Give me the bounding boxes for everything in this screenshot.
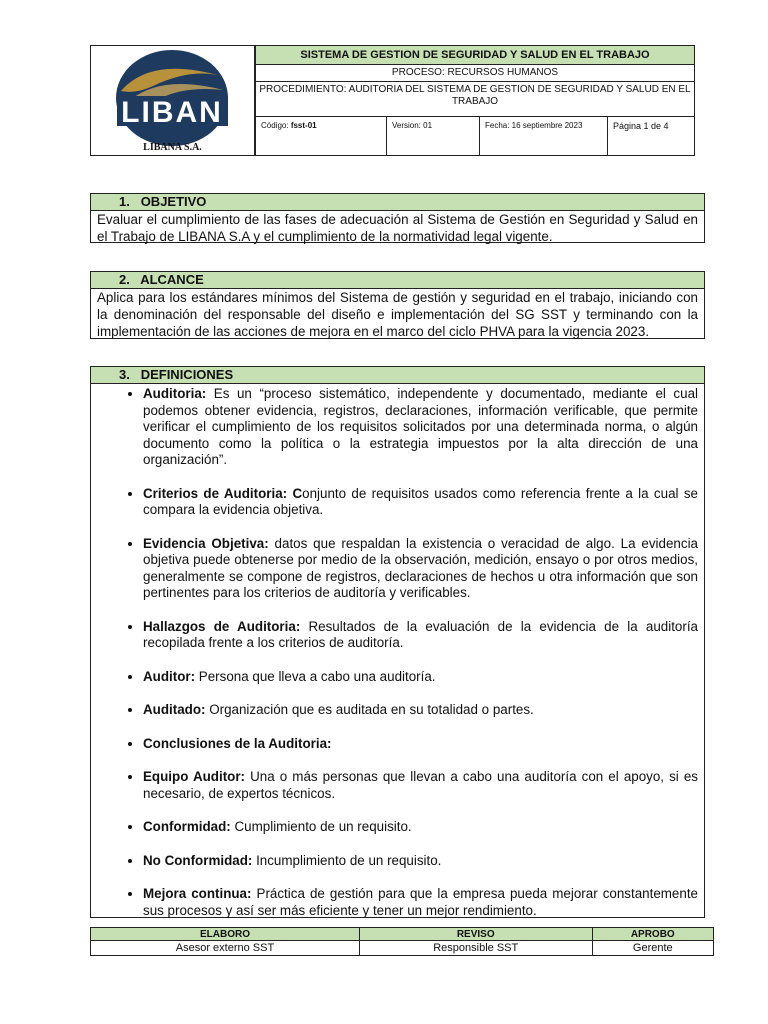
- elaboro-header: ELABORO: [91, 928, 360, 941]
- date-cell: Fecha: 16 septiembre 2023: [480, 117, 608, 155]
- definition-item: [143, 619, 698, 652]
- definition-term: Conformidad:: [143, 819, 231, 834]
- definition-text: Persona que lleva a cabo una auditoría.: [195, 668, 436, 684]
- section-alcance: [90, 271, 705, 339]
- definition-item: [143, 486, 698, 519]
- company-name: LIBANA S.A.: [143, 142, 202, 153]
- aprobo-header: APROBO: [592, 928, 713, 941]
- definition-item: [143, 536, 698, 602]
- company-logo: [91, 46, 254, 146]
- reviso-value: Responsible SST: [359, 941, 592, 956]
- definition-text: Incumplimiento de un requisito.: [252, 852, 442, 868]
- definition-term: No Conformidad:: [143, 852, 253, 868]
- section-number: 2.: [119, 272, 130, 287]
- section-objetivo: [90, 193, 705, 243]
- approval-table: [90, 927, 714, 956]
- definition-item: [143, 669, 698, 686]
- definition-term: Hallazgos de Auditoria:: [143, 618, 301, 634]
- document-system-title: SISTEMA DE GESTION DE SEGURIDAD Y SALUD EN EL TRABAJO: [255, 45, 695, 65]
- section-alcance-text: Aplica para los estándares mínimos del Sistema de gestión y seguridad en el trabajo, iniciando con la denominación del responsable del diseño e implementación del SG SST y terminando con la implementación de las acciones de mejora en el marco del ciclo PHVA para la vigencia 2023.: [97, 290, 698, 339]
- definition-text: Es un “proceso sistemático, independente y documentado, mediante el cual podemos obtener evidencia, registros, declaraciones, información verificable, que permite verificar el cumplimiento de los requisitos solicitados por una determinada norma, o algún documento como la política o la estrategia impuestos por la alta dirección de una organización”.: [143, 386, 698, 467]
- section-title: DEFINICIONES: [140, 367, 234, 382]
- definition-item: [143, 702, 698, 719]
- definition-term: Auditor:: [143, 668, 196, 684]
- definition-text: Una o más personas que llevan a cabo una auditoría con el apoyo, si es necesario, de expertos técnicos.: [143, 769, 699, 801]
- definition-item: [143, 853, 698, 870]
- company-logo-cell: [90, 45, 255, 156]
- definition-term: Conclusiones de la Auditoria:: [143, 735, 332, 751]
- code-value: fsst-01: [290, 121, 317, 130]
- definition-text: Práctica de gestión para que la empresa pueda mejorar constantemente sus procesos y así ser más eficiente y tener un mejor rendimiento.: [143, 886, 698, 918]
- definition-term: Mejora continua:: [143, 886, 252, 901]
- definition-item: [143, 386, 698, 469]
- section-title: OBJETIVO: [140, 194, 207, 209]
- definitions-list: [91, 386, 704, 919]
- code-cell: [256, 117, 387, 155]
- reviso-header: REVISO: [359, 928, 592, 941]
- approval-header-row: [91, 928, 714, 941]
- procedure-label: PROCEDIMIENTO: AUDITORIA DEL SISTEMA DE GESTION DE SEGURIDAD Y SALUD EN EL TRABAJO: [255, 81, 695, 117]
- section-number: 3.: [119, 367, 130, 382]
- definition-term: Evidencia Objetiva:: [143, 535, 269, 551]
- definition-text: onjunto de requisitos usados como referencia frente a la cual se compara la evidencia objetiva.: [143, 485, 698, 517]
- definition-text: Resultados de la evaluación de la evidencia de la auditoría recopilada frente a los criterios de auditoría.: [143, 618, 698, 650]
- definition-item: [143, 819, 698, 836]
- definition-term: Auditoria:: [143, 386, 207, 401]
- logo-text: LIBAN: [121, 96, 223, 129]
- aprobo-value: Gerente: [592, 941, 713, 956]
- section-number: 1.: [119, 194, 130, 209]
- section-objetivo-text: Evaluar el cumplimiento de las fases de adecuación al Sistema de Gestión en Seguridad y Salud en el Trabajo de LIBANA S.A y el cumplimiento de la normatividad legal vigente.: [97, 212, 698, 244]
- document-meta-row: [255, 116, 695, 156]
- section-title: ALCANCE: [140, 272, 204, 287]
- code-label: Código:: [261, 121, 289, 130]
- section-alcance-header: [91, 272, 704, 289]
- definition-text: Cumplimiento de un requisito.: [230, 819, 412, 834]
- elaboro-value: Asesor externo SST: [91, 941, 360, 956]
- approval-values-row: [91, 941, 714, 956]
- definition-term: Equipo Auditor:: [143, 769, 246, 784]
- page-number: Página 1 de 4: [613, 121, 669, 131]
- definition-text: datos que respaldan la existencia o veracidad de algo. La evidencia objetiva puede obtenerse por medio de la observación, medición, ensayo o por otros medios, generalmente se compone de registros, declaraciones de hechos u otra información que son pertinentes para los criterios de auditoría y verificables.: [143, 535, 698, 600]
- definition-text: Organización que es auditada en su totalidad o partes.: [205, 702, 534, 717]
- version-cell: Version: 01: [387, 117, 480, 155]
- definition-term: Auditado:: [143, 702, 206, 717]
- process-label: PROCESO: RECURSOS HUMANOS: [255, 64, 695, 82]
- section-definiciones-header: [91, 367, 704, 384]
- definition-item: [143, 736, 698, 753]
- definition-item: [143, 769, 698, 802]
- section-objetivo-header: [91, 194, 704, 211]
- definition-term: Criterios de Auditoria: C: [143, 485, 303, 501]
- definition-item: [143, 886, 698, 919]
- section-definiciones: [90, 366, 705, 918]
